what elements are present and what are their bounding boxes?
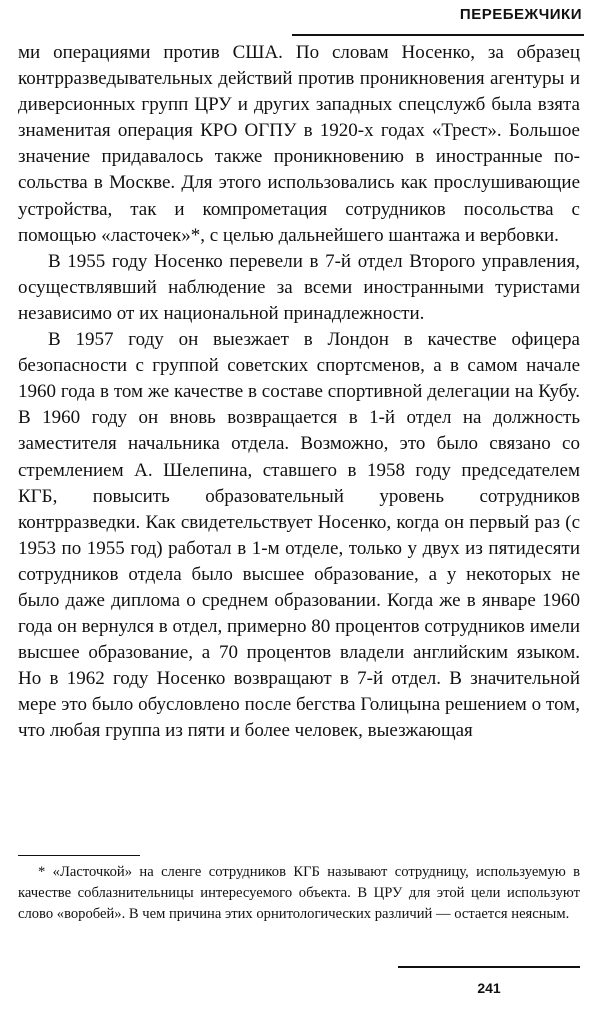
main-text xyxy=(18,40,580,745)
header-rule xyxy=(292,34,584,36)
footnote xyxy=(18,862,580,925)
footnote-rule xyxy=(18,855,140,856)
paragraph: ми операциями против США. По словам Носенко, за образец контрразведывательных действий против проникновения агентуры и диверсионных групп ЦРУ и других западных спецслужб была взята знаменитая операция КРО ОГПУ в 1920-х годах «Трест». Большое значение придавалось также проникновению в иностранные посольства в Москве. Для этого использовались как прослушивающие устройства, так и компрометация сотрудников посольства с помощью «ласточек»*, с целью дальнейшего шантажа и вербовки. xyxy=(18,42,580,246)
paragraph: В 1957 году он выезжает в Лондон в качестве офицера безопасности с группой советских спортсменов, а в самом начале 1960 года в том же качестве в составе спортивной делегации на Кубу. В 1960 году он вновь возвращается в 1-й отдел на должность заместителя начальника отдела. Возможно, это было связано со стремлением А. Шелепина, ставшего в 1958 году председателем КГБ, повысить образовательный уровень сотрудников контрразведки. Как свидетельствует Носенко, когда он первый раз (с 1953 по 1955 год) работал в 1-м отделе, только у двух из пятидесяти сотрудников отдела было высшее образование, а у некоторых не было даже диплома о среднем образовании. Когда же в январе 1960 года он вернулся в отдел, примерно 80 процентов сотрудников имели высшее образование, а 70 процентов владели английским языком. Но в 1962 году Носенко возвращают в 7-й отдел. В значительной мере это было обусловлено после бегства Голицына решением о том, что любая группа из пяти и более человек, выезжающая xyxy=(18,329,580,742)
page-number: 241 xyxy=(477,980,501,996)
running-head-title: ПЕРЕБЕЖЧИКИ xyxy=(459,6,582,23)
footer-rule xyxy=(398,966,580,968)
paragraph: В 1955 году Носенко перевели в 7-й отдел Второго управления, осуществлявший наблюдение за всеми иностранными туристами независимо от их национальной принадлежности. xyxy=(18,250,580,324)
footnote-text: * «Ласточкой» на сленге сотрудников КГБ называют сотрудницу, используемую в качестве соблазнительницы интересуемого объекта. В ЦРУ для этой цели используют слово «воробей». В чем причина этих орнитологических различий — остается неясным. xyxy=(18,864,580,922)
